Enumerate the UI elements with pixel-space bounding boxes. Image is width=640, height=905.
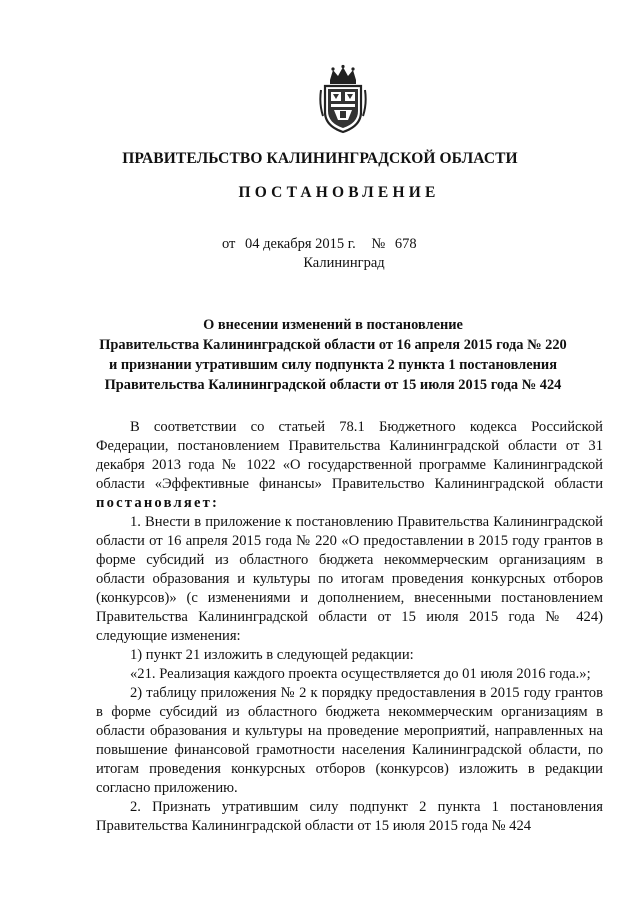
decree-subject bbox=[0, 315, 640, 395]
item-2-paragraph: 2. Признать утратившим силу подпункт 2 пункта 1 постановления Правительства Калининградской области от 15 июля 2015 года № 424 bbox=[96, 799, 603, 834]
date-prefix: от bbox=[222, 236, 236, 252]
item-1-paragraph: 1. Внести в приложение к постановлению Правительства Калининградской области от 16 апреля 2015 года № 220 «О предоставлении в 2015 году грантов в форме субсидий из областного бюджета некоммерческим организациям в области образования и культуры по итогам проведения конкурсных отборов (конкурсов)» (с изменениями и дополнением, внесенными постановлением Правительства Калининградской области от 15 июля 2015 года № 424) следующие изменения: bbox=[96, 514, 603, 644]
decree-date: 04 декабря 2015 г. bbox=[245, 236, 356, 252]
decree-body bbox=[96, 418, 603, 836]
date-line bbox=[222, 236, 417, 253]
decree-number: 678 bbox=[394, 236, 417, 252]
preamble-text: В соответствии со статьей 78.1 Бюджетного кодекса Российской Федерации, постановлением Правительства Калининградской области от 31 декабря 2013 года № 1022 «О государственной программе Калининградской области «Эффективные финансы» Правительство Калининградской области bbox=[96, 419, 603, 492]
document-type-title: ПОСТАНОВЛЕНИЕ bbox=[238, 184, 440, 201]
preamble-paragraph bbox=[96, 418, 603, 513]
subject-line: и признании утратившим силу подпункта 2 пункта 1 постановления bbox=[108, 357, 557, 373]
government-title: ПРАВИТЕЛЬСТВО КАЛИНИНГРАДСКОЙ ОБЛАСТИ bbox=[122, 150, 518, 167]
resolves-word: постановляет: bbox=[96, 495, 220, 511]
number-sign: № bbox=[371, 236, 386, 252]
subject-line: О внесении изменений в постановление bbox=[203, 317, 463, 333]
city-name: Калининград bbox=[303, 255, 385, 271]
subject-line: Правительства Калининградской области от 15 июля 2015 года № 424 bbox=[104, 377, 562, 393]
subject-line: Правительства Калининградской области от 16 апреля 2015 года № 220 bbox=[99, 337, 567, 353]
quote-21-paragraph: «21. Реализация каждого проекта осуществляется до 01 июля 2016 года.»; bbox=[130, 666, 591, 682]
subitem-2-paragraph: 2) таблицу приложения № 2 к порядку предоставления в 2015 году грантов в форме субсидий из областного бюджета некоммерческим организациям в области образования и культуры на проведение мероприятий, направленных на повышение финансовой грамотности населения Калининградской области, по итогам проведения конкурсных отборов (конкурсов) изложить в редакции согласно приложению. bbox=[96, 685, 603, 796]
kaliningrad-coat-of-arms-icon bbox=[318, 64, 368, 136]
subitem-1-paragraph: 1) пункт 21 изложить в следующей редакции: bbox=[130, 647, 414, 663]
